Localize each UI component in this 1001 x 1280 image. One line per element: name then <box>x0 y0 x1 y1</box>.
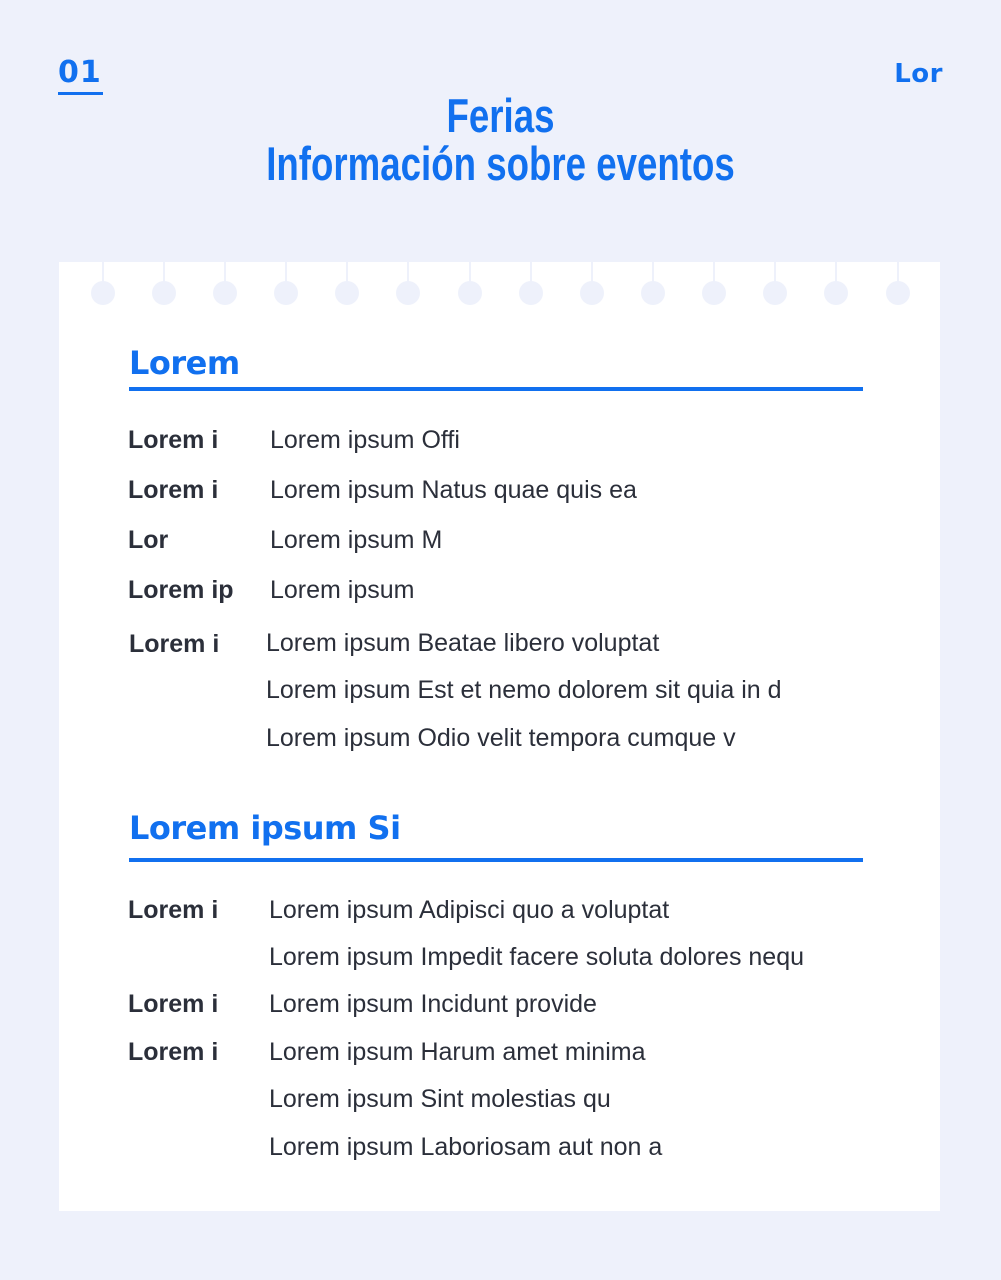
page-title-line-2: Información sobre eventos <box>266 137 735 190</box>
page-number: 01 <box>58 55 102 90</box>
row-value: Lorem ipsum Harum amet minima <box>269 1038 646 1066</box>
section-divider <box>129 858 863 862</box>
binder-hole <box>519 281 543 305</box>
row-value: Lorem ipsum Incidunt provide <box>269 990 597 1018</box>
row-value: Lorem ipsum Laboriosam aut non a <box>269 1133 663 1161</box>
section-divider <box>129 387 863 391</box>
binder-hole <box>91 281 115 305</box>
binder-hole <box>152 281 176 305</box>
binder-hole <box>824 281 848 305</box>
row-value: Lorem ipsum <box>270 576 415 604</box>
row-value: Lorem ipsum Sint molestias qu <box>269 1085 611 1113</box>
row-label: Lorem i <box>128 990 219 1018</box>
binder-hole <box>335 281 359 305</box>
row-value: Lorem ipsum Offi <box>270 426 460 454</box>
row-label: Lorem i <box>129 630 220 658</box>
row-label: Lorem ip <box>128 576 234 604</box>
binder-hole <box>702 281 726 305</box>
row-label: Lorem i <box>128 896 219 924</box>
section-heading: Lorem ipsum Si <box>129 809 401 847</box>
notebook-card <box>59 262 940 1211</box>
binder-hole <box>458 281 482 305</box>
binder-hole <box>580 281 604 305</box>
binder-hole <box>396 281 420 305</box>
row-label: Lorem i <box>128 426 219 454</box>
row-value: Lorem ipsum Natus quae quis ea <box>270 476 637 504</box>
row-value: Lorem ipsum M <box>270 526 443 554</box>
brand-logo: Lor <box>894 59 943 89</box>
row-label: Lorem i <box>128 476 219 504</box>
row-label: Lor <box>128 526 169 554</box>
row-value: Lorem ipsum Beatae libero voluptat <box>266 629 660 657</box>
binder-hole <box>886 281 910 305</box>
page-title-line-1: Ferias <box>446 89 555 142</box>
page-title <box>110 89 891 190</box>
page-number-underline <box>58 92 103 95</box>
row-value: Lorem ipsum Impedit facere soluta dolores nequ <box>269 943 805 971</box>
row-value: Lorem ipsum Odio velit tempora cumque v <box>266 724 736 752</box>
section-heading: Lorem <box>129 344 240 382</box>
binder-hole <box>213 281 237 305</box>
row-value: Lorem ipsum Adipisci quo a voluptat <box>269 896 670 924</box>
row-label: Lorem i <box>128 1038 219 1066</box>
row-value: Lorem ipsum Est et nemo dolorem sit quia in d <box>266 676 782 704</box>
binder-hole <box>763 281 787 305</box>
binder-hole <box>274 281 298 305</box>
binder-hole <box>641 281 665 305</box>
